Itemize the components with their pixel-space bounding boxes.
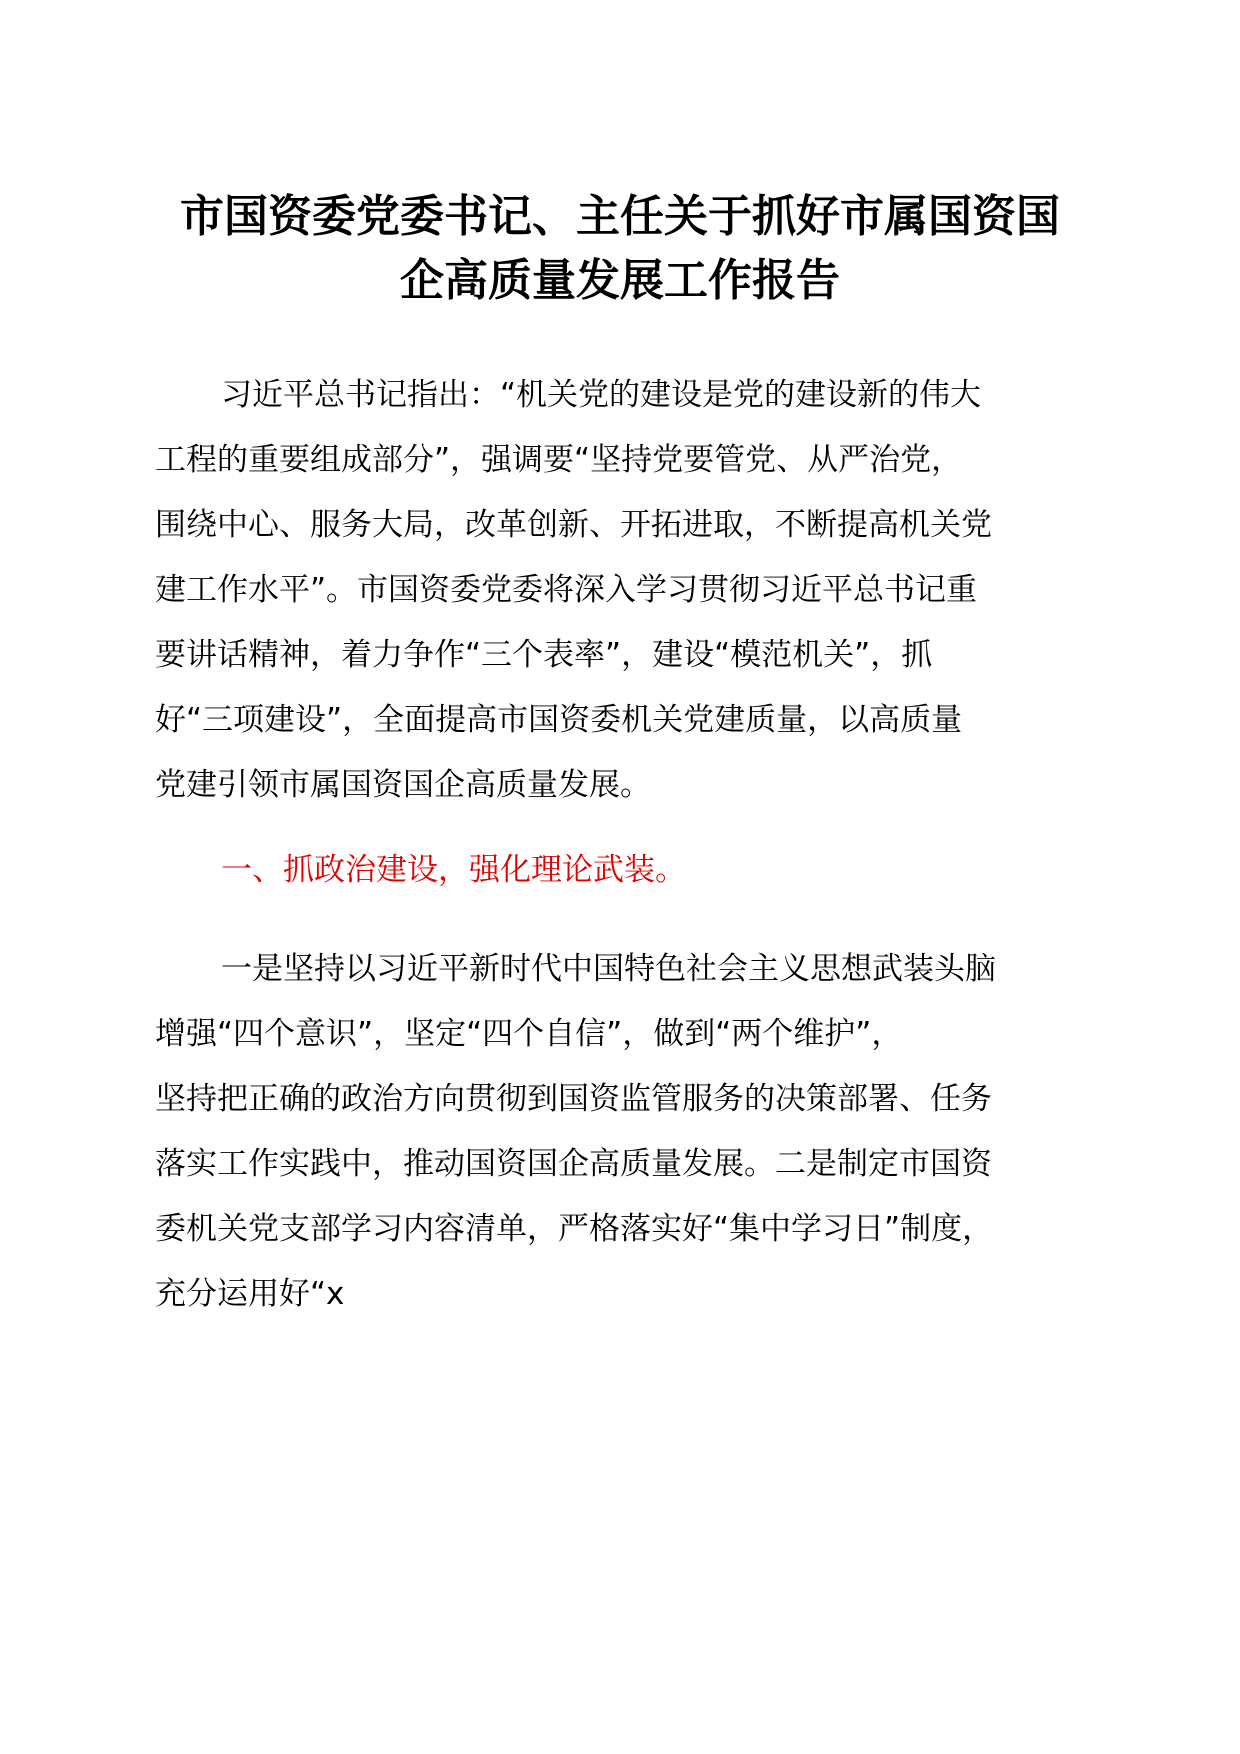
title-line-1: 市国资委党委书记、主任关于抓好市属国资国	[180, 191, 1060, 242]
paragraph-section-1	[155, 937, 1115, 1327]
document-title	[120, 185, 1120, 313]
paragraph-line: 委机关党支部学习内容清单，严格落实好“集中学习日”制度，	[155, 1211, 994, 1247]
paragraph-line: 充分运用好“x	[155, 1276, 345, 1312]
paragraph-line: 要讲话精神，着力争作“三个表率”，建设“模范机关”，抓	[155, 637, 933, 673]
paragraph-line: 建工作水平”。市国资委党委将深入学习贯彻习近平总书记重	[155, 572, 978, 608]
paragraph-line: 增强“四个意识”，坚定“四个自信”，做到“两个维护”，	[155, 1016, 903, 1052]
paragraph-line: 习近平总书记指出：“机关党的建设是党的建设新的伟大	[221, 377, 982, 413]
paragraph-line: 围绕中心、服务大局，改革创新、开拓进取，不断提高机关党	[155, 507, 992, 543]
paragraph-line: 一是坚持以习近平新时代中国特色社会主义思想武装头脑	[221, 951, 996, 987]
section-heading-1: 一、抓政治建设，强化理论武装。	[221, 852, 686, 888]
paragraph-line: 好“三项建设”，全面提高市国资委机关党建质量，以高质量	[155, 702, 963, 738]
paragraph-line: 工程的重要组成部分”，强调要“坚持党要管党、从严治党，	[155, 442, 963, 478]
paragraph-line: 落实工作实践中，推动国资国企高质量发展。二是制定市国资	[155, 1146, 992, 1182]
title-line-2: 企高质量发展工作报告	[400, 255, 840, 306]
paragraph-line: 党建引领市属国资国企高质量发展。	[155, 767, 651, 803]
paragraph-line: 坚持把正确的政治方向贯彻到国资监管服务的决策部署、任务	[155, 1081, 992, 1117]
paragraph-intro	[155, 363, 1115, 818]
